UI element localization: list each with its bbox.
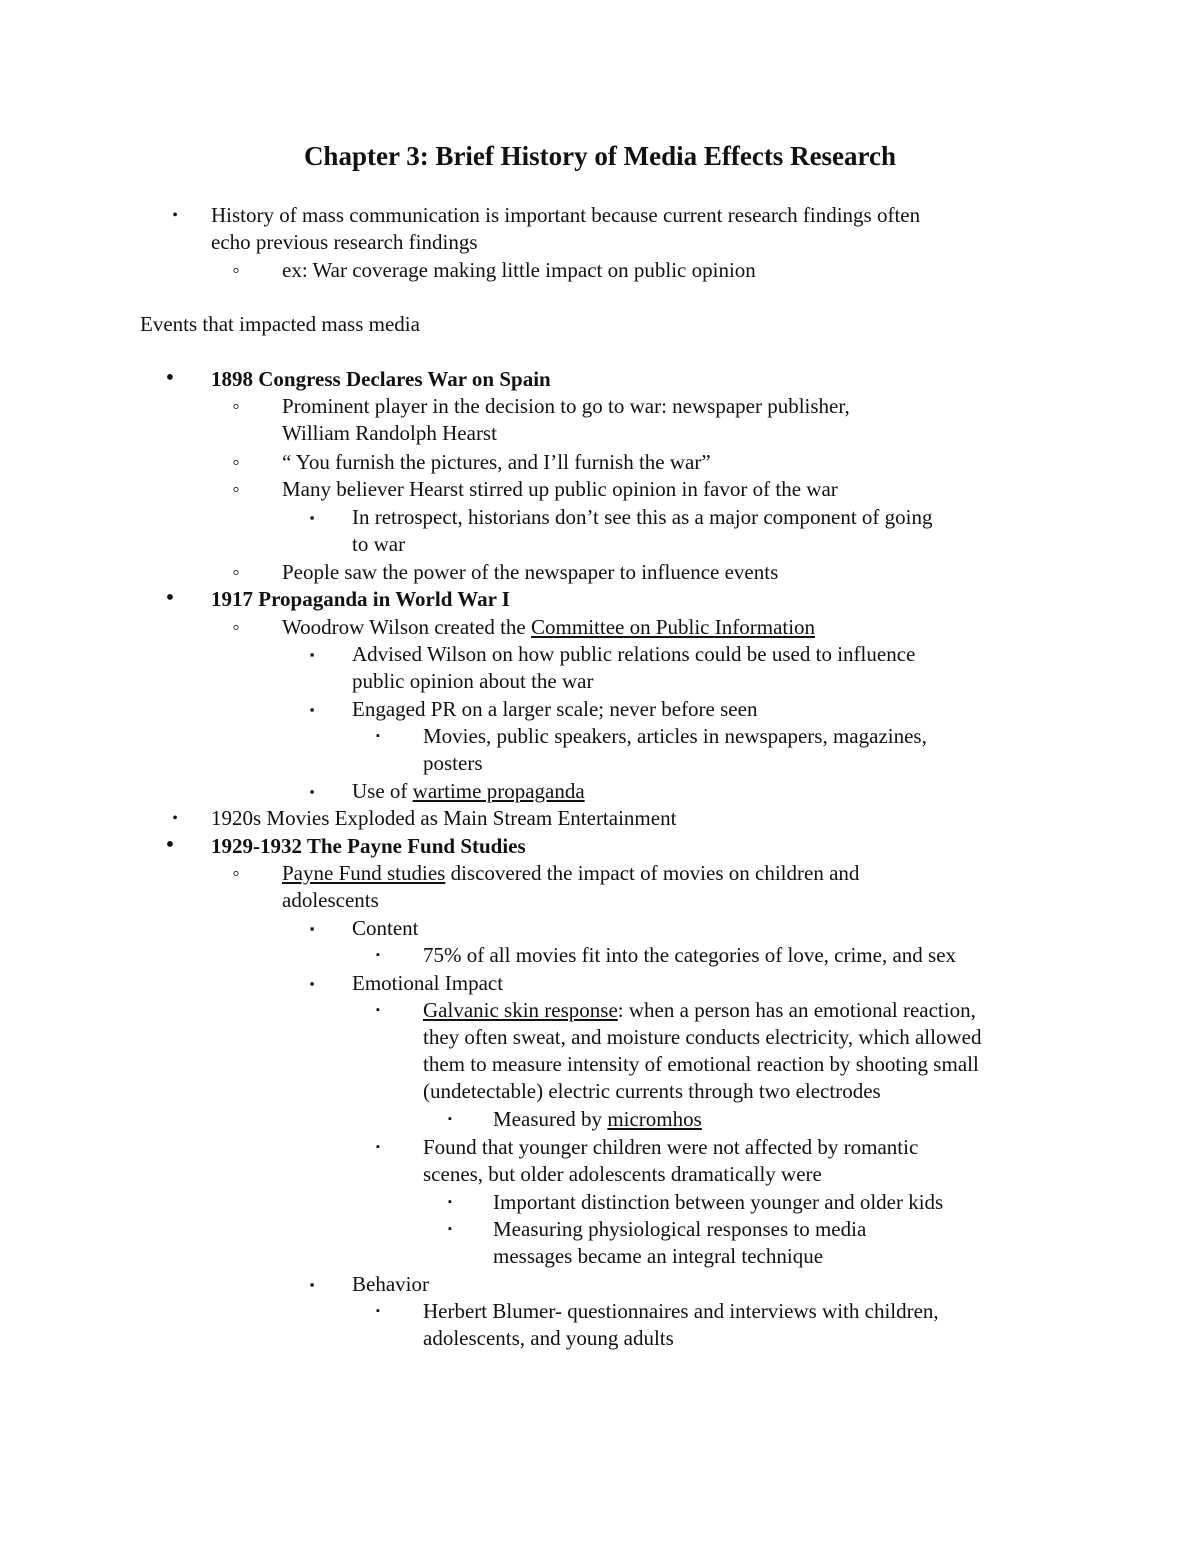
event-1898-point-1-line-2: William Randolph Hearst [282, 421, 497, 445]
sub-bullet-marker: ◦ [232, 394, 240, 418]
intro-text-line-1: History of mass communication is important because current research findings often [211, 203, 921, 227]
square-bullet-marker: ▪ [448, 1196, 452, 1208]
event-1917-point-1a-line-2: public opinion about the war [352, 669, 594, 693]
event-1917-point-1 [282, 614, 815, 641]
event-1917-heading: 1917 Propaganda in World War I [211, 587, 510, 611]
sub-bullet-marker: ◦ [232, 258, 240, 282]
square-bullet-marker: ▪ [448, 1113, 452, 1125]
wartime-propaganda-link[interactable]: wartime propaganda [412, 779, 585, 803]
found-line-1: Found that younger children were not affected by romantic [423, 1135, 919, 1159]
event-1929-heading: 1929-1932 The Payne Fund Studies [211, 834, 526, 858]
sub-bullet-marker: ◦ [232, 450, 240, 474]
event-1917-point-1-text: Woodrow Wilson created the [282, 615, 532, 639]
event-1917-point-1b: Engaged PR on a larger scale; never before seen [352, 697, 758, 721]
measured-by-line [493, 1106, 702, 1133]
event-1898-point-3: Many believer Hearst stirred up public opinion in favor of the war [282, 477, 838, 501]
event-1917-point-1b1-line-2: posters [423, 751, 483, 775]
intro-example: ex: War coverage making little impact on public opinion [282, 258, 756, 282]
events-heading: Events that impacted mass media [140, 312, 420, 336]
payne-fund-link[interactable]: Payne Fund studies [282, 861, 446, 885]
found-line-2: scenes, but older adolescents dramatically were [423, 1162, 822, 1186]
event-1929-point-1-line-2: adolescents [282, 888, 379, 912]
event-1929-point-1-line-1 [282, 860, 859, 887]
found-point-a: Important distinction between younger and older kids [493, 1190, 944, 1214]
committee-link[interactable]: Committee on Public Information [531, 615, 816, 639]
bullet-marker: • [165, 365, 175, 391]
gsr-line-4: (undetectable) electric currents through two electrodes [423, 1079, 881, 1103]
event-1898-point-2: “ You furnish the pictures, and I’ll furnish the war” [282, 450, 711, 474]
square-bullet-marker: ▪ [309, 1277, 315, 1292]
square-bullet-marker: ▪ [376, 1141, 380, 1153]
bullet-marker: • [172, 810, 178, 827]
sub-bullet-marker: ◦ [232, 560, 240, 584]
emotional-impact-label: Emotional Impact [352, 971, 504, 995]
event-1898-point-4: People saw the power of the newspaper to influence events [282, 560, 779, 584]
square-bullet-marker: ▪ [309, 976, 315, 991]
micromhos-link[interactable]: micromhos [607, 1107, 702, 1131]
event-1917-point-1a-line-1: Advised Wilson on how public relations could be used to influence [352, 642, 916, 666]
square-bullet-marker: ▪ [376, 949, 380, 961]
event-1917-point-1b1-line-1: Movies, public speakers, articles in newspapers, magazines, [423, 724, 927, 748]
square-bullet-marker: ▪ [448, 1223, 452, 1235]
found-point-b-line-1: Measuring physiological responses to media [493, 1217, 867, 1241]
square-bullet-marker: ▪ [309, 702, 315, 717]
square-bullet-marker: ▪ [309, 510, 315, 525]
event-1898-point-1-line-1: Prominent player in the decision to go to war: newspaper publisher, [282, 394, 850, 418]
blumer-line-1: Herbert Blumer- questionnaires and interviews with children, [423, 1299, 939, 1323]
event-1920-heading: 1920s Movies Exploded as Main Stream Entertainment [211, 806, 677, 830]
event-1917-point-1c-text: Use of [352, 779, 413, 803]
square-bullet-marker: ▪ [376, 730, 380, 742]
intro-text-line-2: echo previous research findings [211, 230, 478, 254]
sub-bullet-marker: ◦ [232, 615, 240, 639]
gsr-line-1-text: : when a person has an emotional reaction, [617, 998, 976, 1022]
content-point: 75% of all movies fit into the categories of love, crime, and sex [423, 943, 957, 967]
found-point-b-line-2: messages became an integral technique [493, 1244, 824, 1268]
galvanic-skin-response-link[interactable]: Galvanic skin response [423, 998, 618, 1022]
gsr-line-3: them to measure intensity of emotional reaction by shooting small [423, 1052, 979, 1076]
event-1898-point-3a-line-1: In retrospect, historians don’t see this as a major component of going [352, 505, 933, 529]
event-1898-point-3a-line-2: to war [352, 532, 406, 556]
square-bullet-marker: ▪ [309, 784, 315, 799]
document-title: Chapter 3: Brief History of Media Effects Research [303, 141, 897, 171]
square-bullet-marker: ▪ [309, 647, 315, 662]
blumer-line-2: adolescents, and young adults [423, 1326, 674, 1350]
event-1917-point-1c [352, 778, 585, 805]
gsr-line-2: they often sweat, and moisture conducts electricity, which allowed [423, 1025, 982, 1049]
square-bullet-marker: ▪ [376, 1004, 380, 1016]
sub-bullet-marker: ◦ [232, 477, 240, 501]
square-bullet-marker: ▪ [376, 1305, 380, 1317]
content-label: Content [352, 916, 419, 940]
event-1929-point-1-text: discovered the impact of movies on children and [445, 861, 860, 885]
gsr-line-1 [423, 997, 976, 1024]
bullet-marker: • [165, 585, 175, 611]
behavior-label: Behavior [352, 1272, 429, 1296]
measured-by-text: Measured by [493, 1107, 608, 1131]
bullet-marker: • [172, 207, 178, 224]
sub-bullet-marker: ◦ [232, 861, 240, 885]
bullet-marker: • [165, 832, 175, 858]
event-1898-heading: 1898 Congress Declares War on Spain [211, 367, 551, 391]
square-bullet-marker: ▪ [309, 921, 315, 936]
